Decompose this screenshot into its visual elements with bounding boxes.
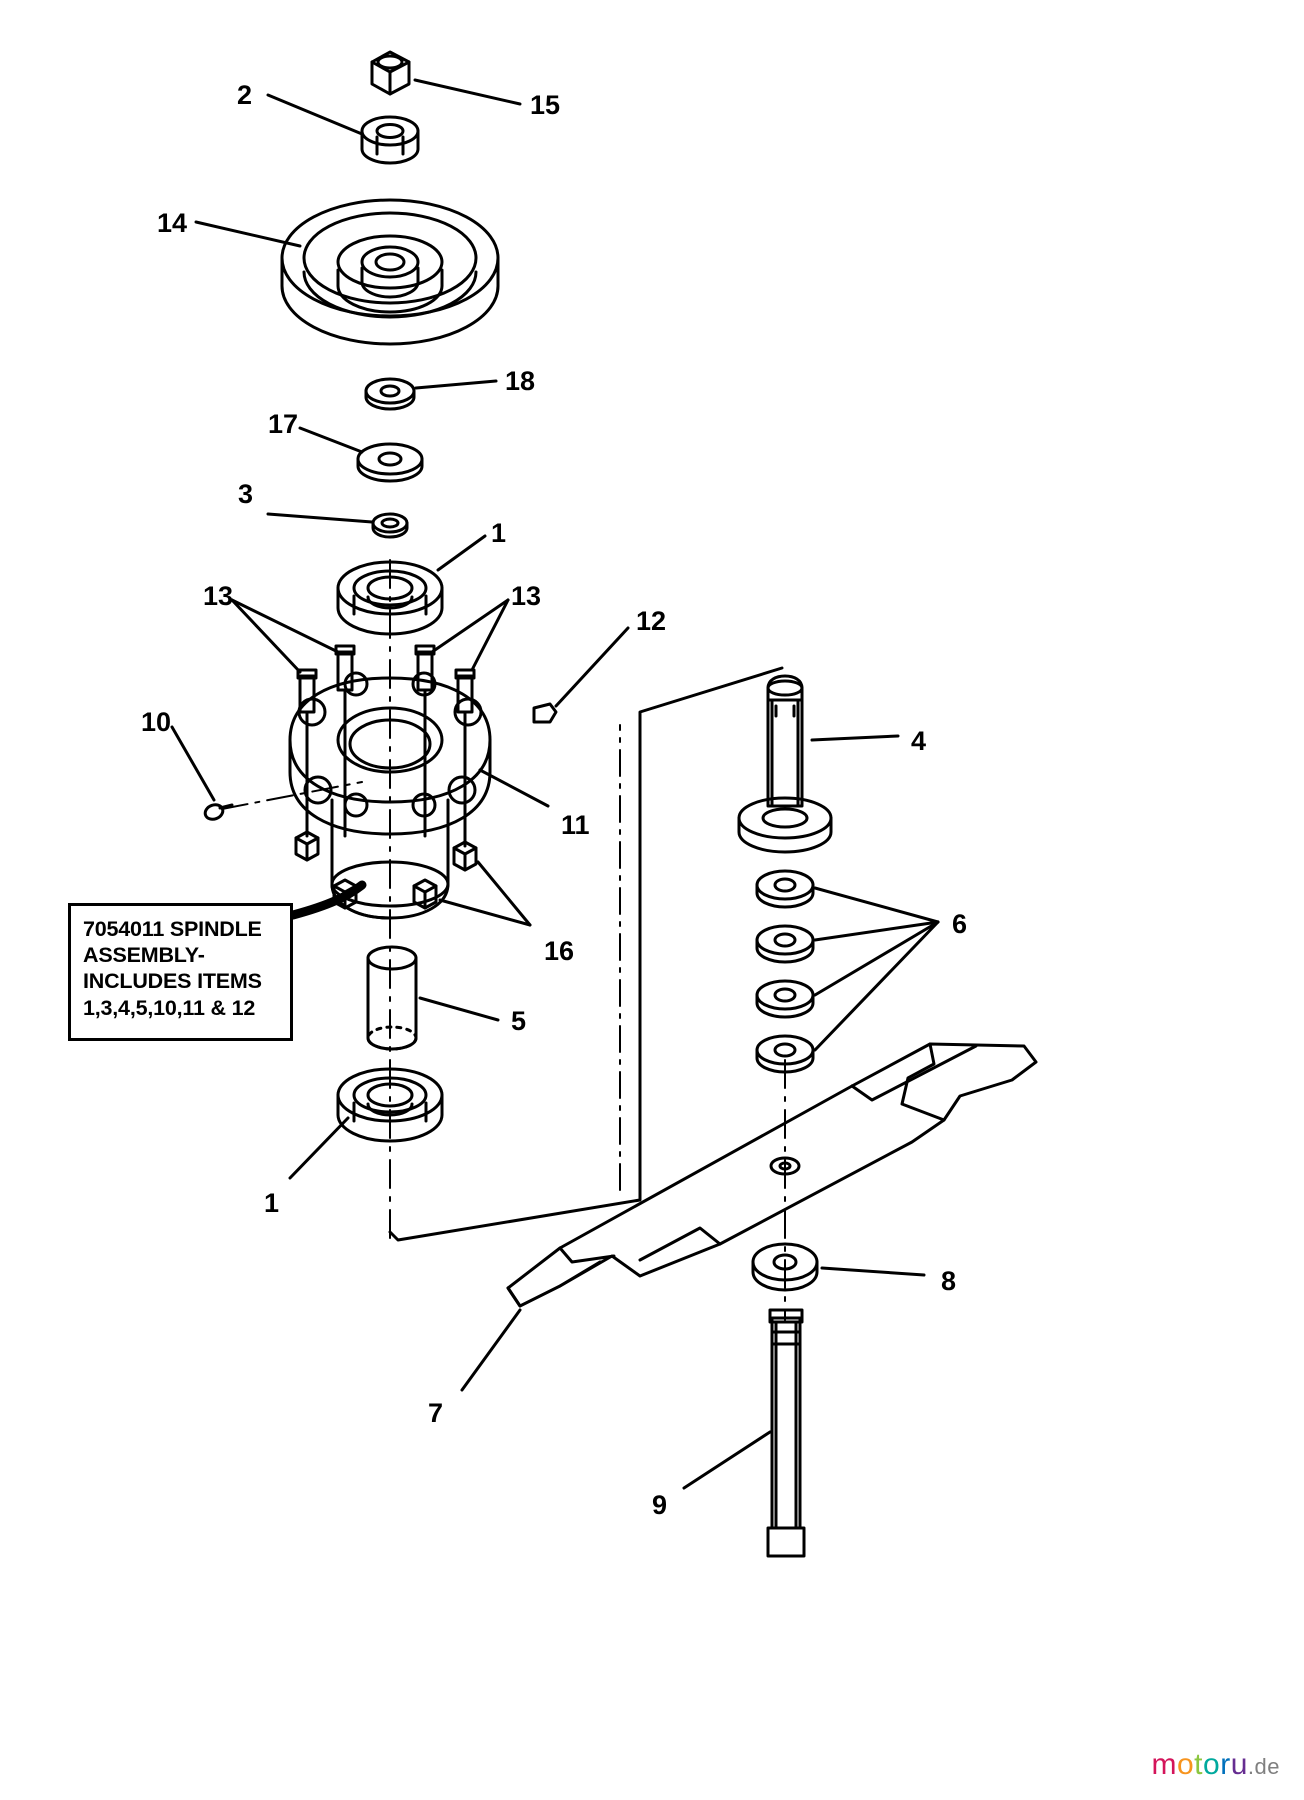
leader-11 <box>480 770 548 806</box>
leader-6-d <box>815 922 938 1050</box>
leader-1-bottom <box>290 1118 348 1178</box>
leader-13-left-b <box>232 600 338 652</box>
callout-13-left: 13 <box>203 581 234 611</box>
part-18-washer <box>366 379 414 409</box>
watermark-char-r: r <box>1220 1748 1231 1781</box>
part-12-plug <box>534 704 556 722</box>
note-line-1: 7054011 SPINDLE <box>83 917 262 941</box>
leader-6-b <box>815 922 938 940</box>
leader-10 <box>172 727 214 800</box>
leader-16-b <box>440 900 530 925</box>
leader-18 <box>416 381 496 388</box>
watermark-char-t: t <box>1194 1748 1204 1781</box>
watermark-char-u: u <box>1230 1748 1248 1781</box>
callout-14: 14 <box>157 208 188 238</box>
leader-7 <box>462 1310 520 1390</box>
spindle-assembly-note <box>68 903 293 1041</box>
leader-2 <box>268 95 362 134</box>
assembly-bracket <box>390 668 782 1240</box>
callout-10: 10 <box>141 707 172 737</box>
callout-7: 7 <box>428 1398 444 1428</box>
callout-17: 17 <box>268 409 299 439</box>
callout-5: 5 <box>511 1006 527 1036</box>
leader-3 <box>268 514 372 522</box>
part-10-grease-fitting <box>203 802 232 821</box>
leader-6-a <box>815 888 938 922</box>
callout-11: 11 <box>561 810 590 840</box>
watermark-char-o1: o <box>1176 1748 1195 1781</box>
callout-13-right: 13 <box>511 581 542 611</box>
leader-17 <box>300 428 362 452</box>
callout-12: 12 <box>636 606 667 636</box>
note-line-2: ASSEMBLY- <box>83 943 205 968</box>
part-17-washer <box>358 444 422 481</box>
leader-14 <box>196 222 300 246</box>
watermark-char-o2: o <box>1203 1748 1221 1781</box>
part-9-blade-bolt <box>768 1310 804 1556</box>
callout-6: 6 <box>952 909 968 939</box>
motoruf-watermark <box>1151 1748 1280 1782</box>
leader-13-left-a <box>232 600 300 672</box>
leader-5 <box>420 998 498 1020</box>
note-line-4: 1,3,4,5,10,11 & 12 <box>83 995 256 1020</box>
leader-8 <box>822 1268 924 1275</box>
leader-9 <box>684 1432 770 1488</box>
part-14-pulley <box>282 200 498 344</box>
part-2-washer <box>362 117 418 163</box>
callout-8: 8 <box>941 1266 957 1296</box>
leader-4 <box>812 736 898 740</box>
part-4-spindle-shaft <box>739 676 831 852</box>
leader-15 <box>415 80 520 104</box>
watermark-de: de <box>1254 1754 1280 1779</box>
callout-1-bottom: 1 <box>264 1188 280 1218</box>
callout-2: 2 <box>237 80 253 110</box>
part-3-snap-ring <box>373 514 407 537</box>
callout-15: 15 <box>530 90 561 120</box>
leader-1-top <box>438 536 485 570</box>
callout-3: 3 <box>238 479 254 509</box>
part-15-locknut <box>372 52 409 94</box>
callout-18: 18 <box>505 366 536 396</box>
watermark-dot: . <box>1247 1754 1255 1779</box>
callout-9: 9 <box>652 1490 668 1520</box>
part-6-washers <box>757 871 813 1072</box>
part-5-spacer <box>368 947 416 1049</box>
watermark-char-m: m <box>1151 1748 1177 1781</box>
leader-16-a <box>478 862 530 925</box>
callout-4: 4 <box>911 726 927 756</box>
leader-12 <box>556 628 628 706</box>
part-7-blade <box>508 1044 1036 1306</box>
callout-1-top: 1 <box>491 518 507 548</box>
callout-16: 16 <box>544 936 575 966</box>
note-line-3: INCLUDES ITEMS <box>83 969 262 994</box>
